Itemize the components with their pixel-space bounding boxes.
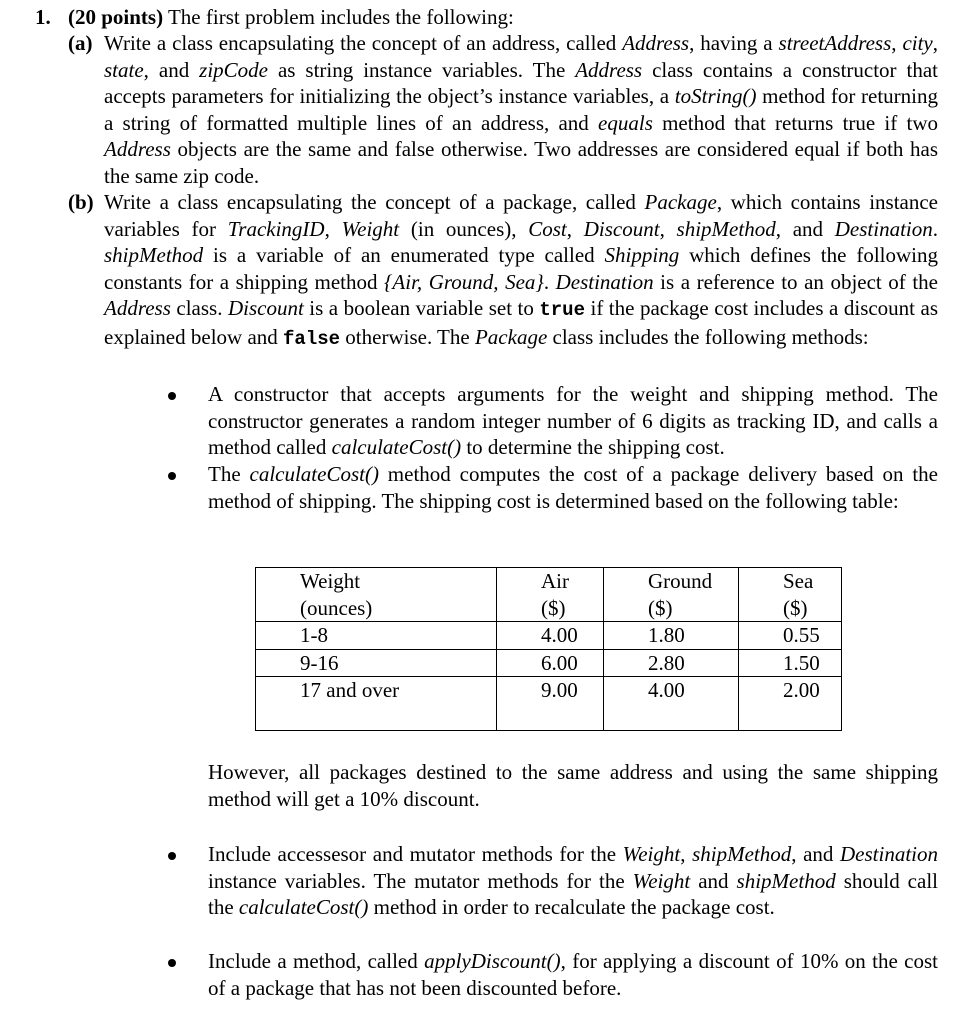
ground-cell: 4.00 <box>604 677 739 731</box>
text-run: , <box>680 842 693 866</box>
italic-term: Address <box>575 57 643 82</box>
header-air: Air ($) <box>497 568 604 622</box>
italic-term: calculateCost() <box>238 895 369 920</box>
bullet-text <box>208 841 938 921</box>
text-run: and <box>690 868 737 893</box>
text-run: class includes the following methods: <box>547 324 869 349</box>
text-run: , <box>659 216 677 241</box>
bullet-icon <box>168 472 176 480</box>
text-run: class. <box>170 296 228 321</box>
header-sea: Sea ($) <box>739 568 842 622</box>
text-run: . <box>543 269 556 294</box>
part-a <box>68 30 938 190</box>
code-term: true <box>539 299 585 322</box>
italic-term: shipMethod <box>104 243 204 268</box>
text-run: , <box>932 31 938 55</box>
ground-cell: 2.80 <box>604 649 739 677</box>
text-run: , <box>324 216 342 241</box>
text-run: which defines the following constants for a shipping method <box>104 243 939 294</box>
part-a-text <box>104 30 938 190</box>
text-run: , and <box>143 57 200 82</box>
text-run: , which contains instance variables for <box>104 190 938 241</box>
italic-term: Destination <box>834 216 933 241</box>
italic-term: shipMethod <box>676 216 776 241</box>
italic-term: Discount <box>227 296 304 321</box>
italic-term: equals <box>598 110 653 135</box>
italic-term: Weight <box>632 868 691 893</box>
text-run: instance variables. The mutator methods for the <box>208 868 633 893</box>
text-run: if the package cost includes a discount as explained below and <box>104 296 939 349</box>
text-run: , <box>566 216 584 241</box>
bullet-apply-discount <box>168 948 938 1001</box>
text-run: to determine the shipping cost. <box>461 435 725 460</box>
italic-term: streetAddress <box>778 31 892 55</box>
text-run: Write a class encapsulating the concept of an address, called <box>104 31 623 55</box>
text-run: as string instance variables. The <box>268 57 576 82</box>
air-cell: 4.00 <box>497 622 604 650</box>
table-header-row <box>256 568 842 622</box>
italic-term: shipMethod <box>692 842 792 866</box>
italic-term: Address <box>622 31 690 55</box>
italic-term: Package <box>644 190 717 214</box>
problem-points: (20 points) <box>68 5 164 29</box>
weight-cell: 17 and over <box>256 677 497 731</box>
part-b-label: (b) <box>68 190 94 214</box>
sea-cell: 1.50 <box>739 649 842 677</box>
text-run: otherwise. The <box>340 324 475 349</box>
italic-term: zipCode <box>199 57 269 82</box>
italic-term: TrackingID <box>227 216 325 241</box>
bullet-icon <box>168 959 176 967</box>
text-run: method computes the cost of a package delivery based on the method of shipping. The shipping cost is determined based on the following table: <box>208 462 939 513</box>
italic-term: {Air, Ground, Sea} <box>384 269 544 294</box>
bullet-accessors-mutators <box>168 841 938 921</box>
problem-intro: The first problem includes the following: <box>163 5 514 29</box>
text-run: class contains a constructor that accepts parameters for initializing the object’s instance variables, a <box>104 57 938 109</box>
italic-term: state <box>104 57 144 82</box>
italic-term: applyDiscount() <box>424 949 561 973</box>
italic-term: Shipping <box>604 243 680 268</box>
italic-term: city <box>902 31 933 55</box>
text-run: A constructor that accepts arguments for the weight and shipping method. The constructor generates a random integer number of 6 digits as tracking ID, and calls a method called <box>208 382 938 460</box>
text-run: method that returns true if two <box>652 110 938 135</box>
text-run: , <box>891 31 903 55</box>
text-run: should call the <box>208 868 938 920</box>
italic-term: Destination <box>555 269 654 294</box>
code-term: false <box>283 327 341 350</box>
table-row <box>256 649 842 677</box>
part-b <box>68 189 938 353</box>
part-b-text <box>104 189 938 353</box>
text-run: method in order to recalculate the package cost. <box>368 895 775 920</box>
table-row <box>256 677 842 731</box>
text-run: , and <box>775 216 835 241</box>
ground-cell: 1.80 <box>604 622 739 650</box>
italic-term: Discount <box>583 216 660 241</box>
text-run: objects are the same and false otherwise. Two addresses are considered equal if both has the same zip code. <box>104 137 938 188</box>
italic-term: Weight <box>622 842 681 866</box>
text-run: Write a class encapsulating the concept of a package, called <box>104 190 645 214</box>
text-run: is a variable of an enumerated type called <box>203 243 605 268</box>
sea-cell: 0.55 <box>739 622 842 650</box>
text-run: is a reference to an object of the <box>653 269 939 294</box>
italic-term: calculateCost() <box>331 435 462 460</box>
air-cell: 9.00 <box>497 677 604 731</box>
text-run: . <box>932 216 938 241</box>
italic-term: shipMethod <box>736 868 836 893</box>
part-a-label: (a) <box>68 31 93 55</box>
bullet-text <box>208 948 938 1001</box>
weight-cell: 9-16 <box>256 649 497 677</box>
text-run: method for returning a string of formatted multiple lines of an address, and <box>104 84 939 135</box>
header-weight: Weight (ounces) <box>256 568 497 622</box>
table-row <box>256 622 842 650</box>
text-run: , having a <box>689 31 779 55</box>
shipping-cost-table <box>255 567 842 731</box>
problem-number: 1. <box>35 5 51 29</box>
text-run: The <box>208 462 250 486</box>
italic-term: toString() <box>674 84 757 109</box>
text-run: Include accessesor and mutator methods for the <box>208 842 623 866</box>
bullet-calculate-cost <box>168 461 938 514</box>
italic-term: Address <box>104 296 171 321</box>
weight-cell: 1-8 <box>256 622 497 650</box>
problem-heading <box>68 4 514 31</box>
bullet-icon <box>168 392 176 400</box>
bullet-text <box>208 381 938 461</box>
italic-term: Cost <box>528 216 567 241</box>
italic-term: Package <box>474 324 548 349</box>
italic-term: Destination <box>840 842 938 866</box>
bullet-text <box>208 461 938 514</box>
text-run: Include a method, called <box>208 949 425 973</box>
text-run: , and <box>791 842 840 866</box>
text-run: , for applying a discount of 10% on the cost of a package that has not been discounted before. <box>208 949 938 1000</box>
bullet-icon <box>168 852 176 860</box>
bullet-constructor <box>168 381 938 461</box>
sea-cell: 2.00 <box>739 677 842 731</box>
text-run: (in ounces), <box>399 216 529 241</box>
italic-term: Address <box>104 137 171 162</box>
text-run: is a boolean variable set to <box>303 296 540 321</box>
header-ground: Ground ($) <box>604 568 739 622</box>
air-cell: 6.00 <box>497 649 604 677</box>
discount-note: However, all packages destined to the same address and using the same shipping method will get a 10% discount. <box>208 760 938 811</box>
italic-term: calculateCost() <box>249 462 379 486</box>
italic-term: Weight <box>341 216 400 241</box>
